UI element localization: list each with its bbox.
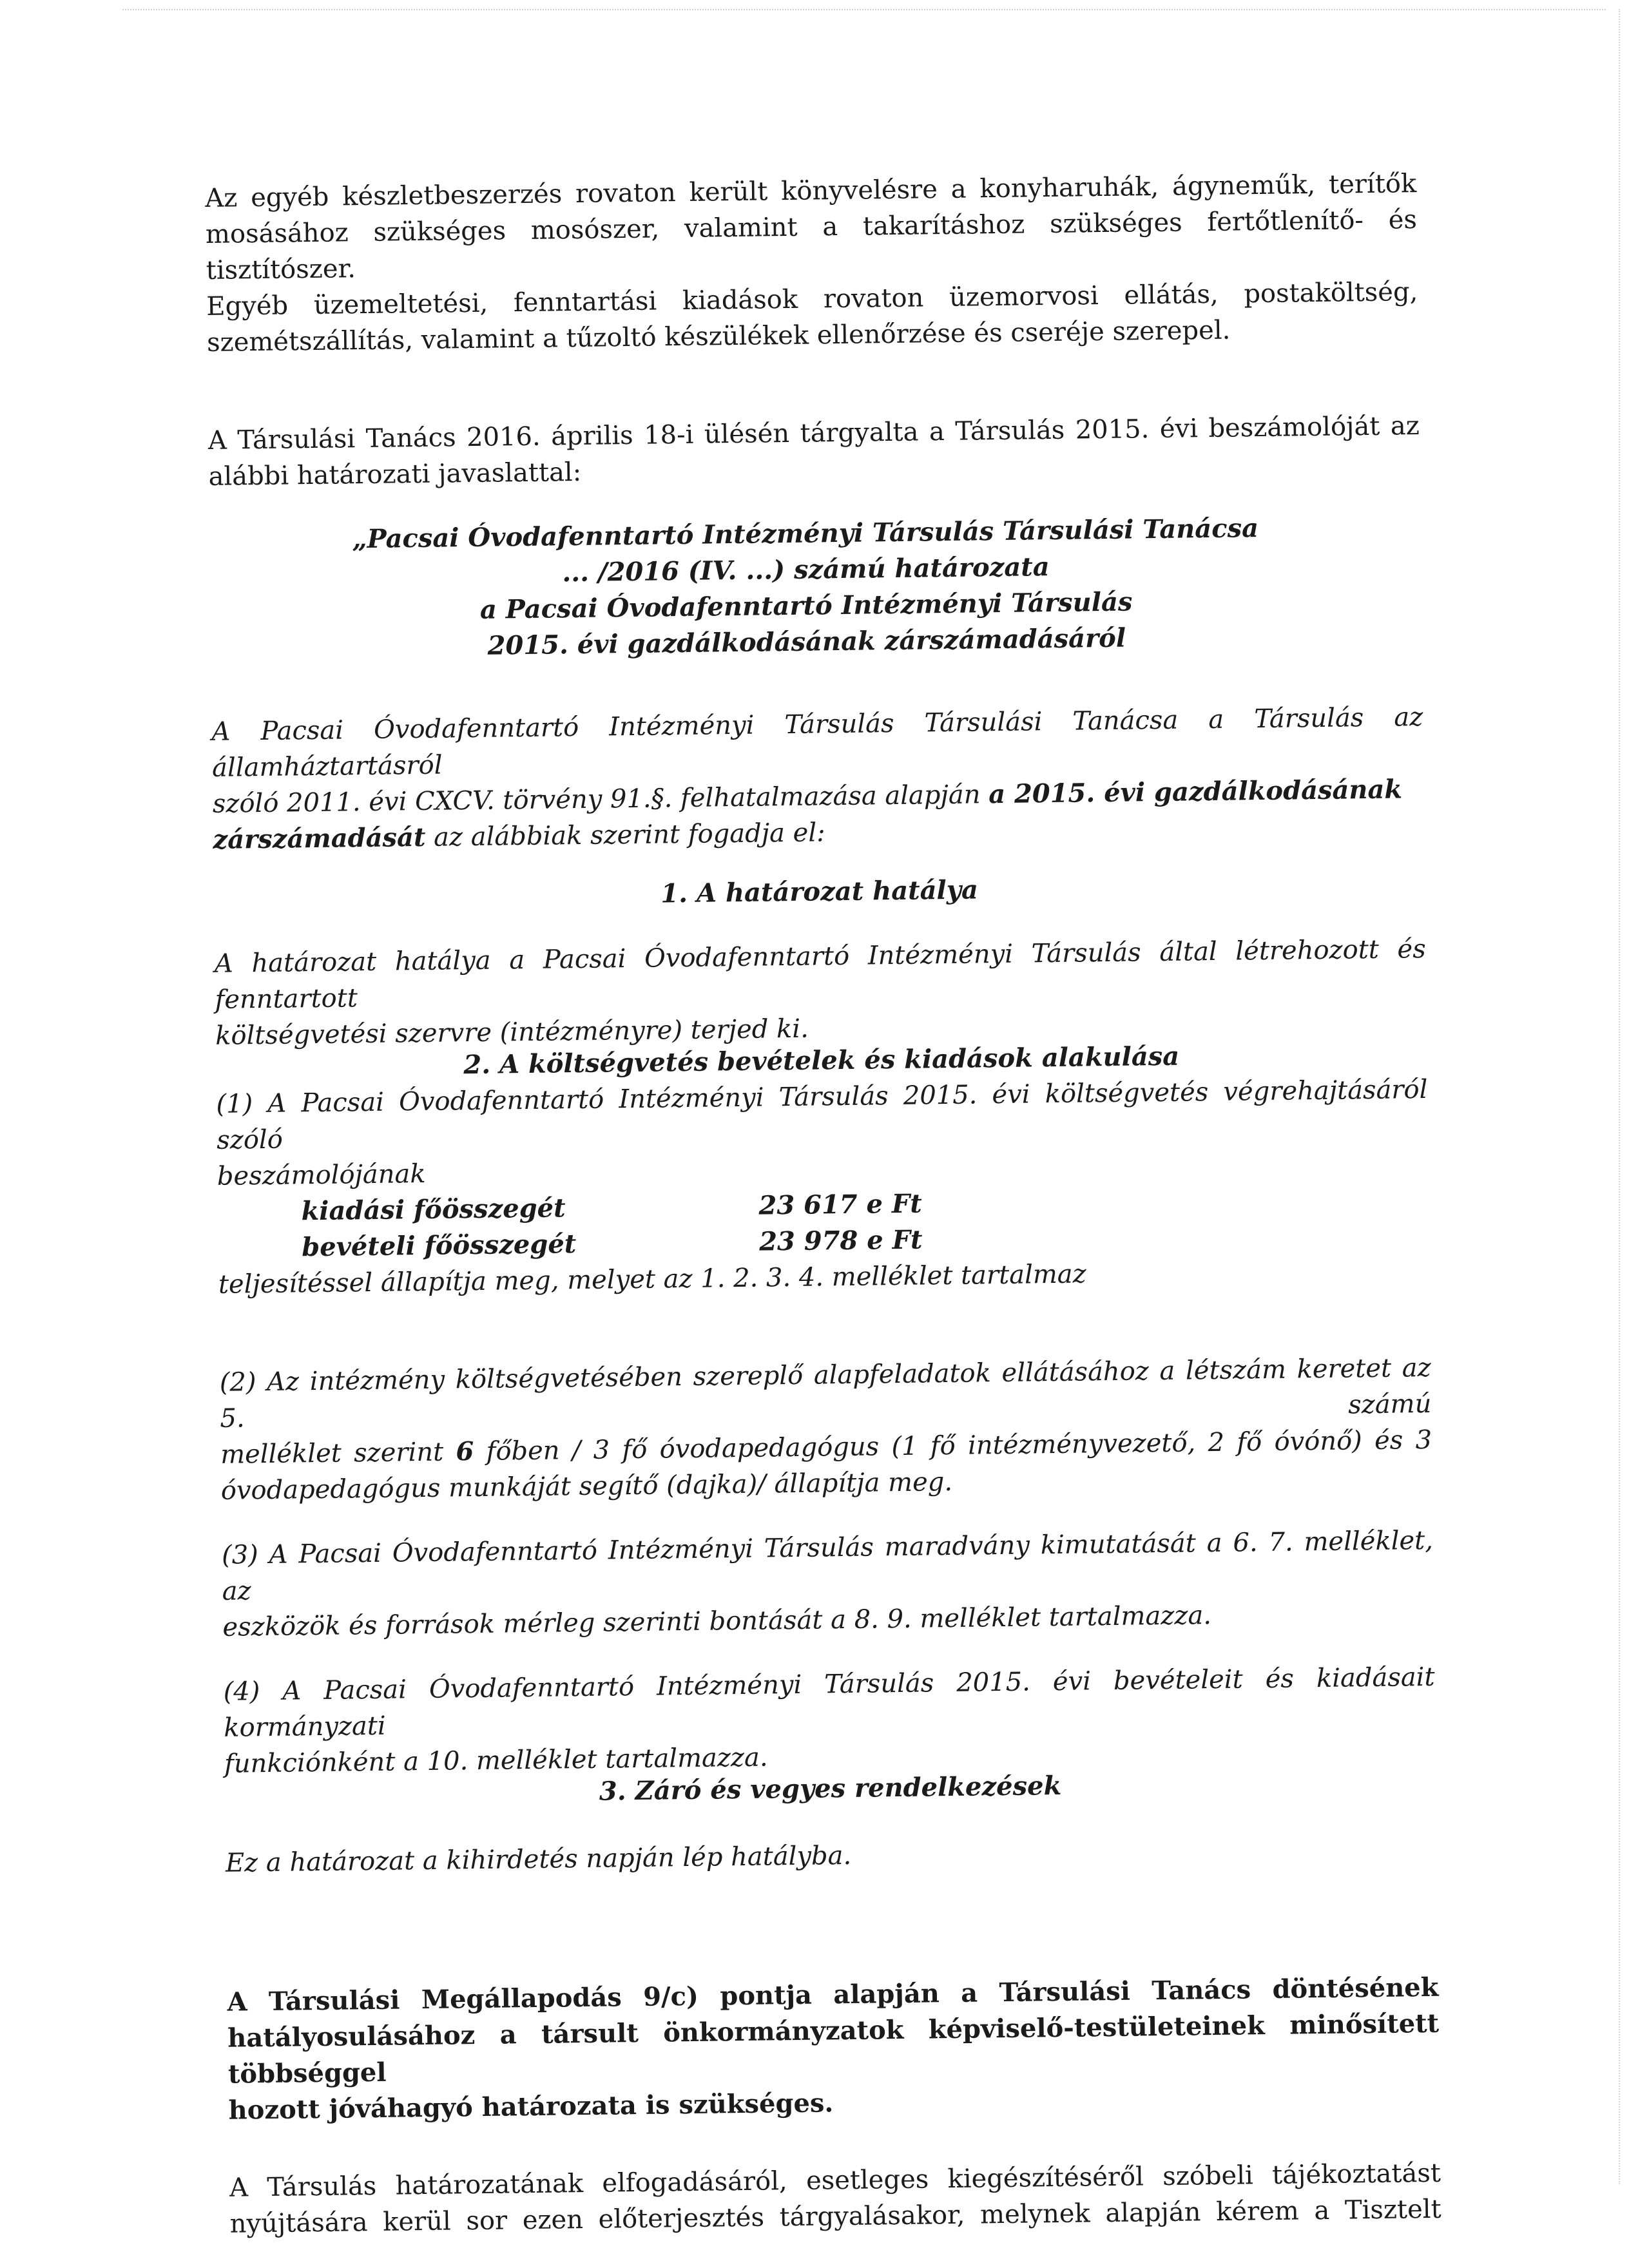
paragraph-line: A határozat hatálya a Pacsai Óvodafenntartó Intézményi Társulás által létrehozott és fenntartott: [214, 934, 1426, 1015]
intro-emphasis: zárszámadását: [213, 822, 426, 855]
document-body: [205, 166, 1441, 2242]
paragraph-line: A Társulás határozatának elfogadásáról, esetleges kiegészítéséről szóbeli tájékoztatást: [229, 2158, 1441, 2203]
paragraph-line: Az egyéb készletbeszerzés rovaton került könyvelésre a konyharuhák, ágyneműk, terítők: [205, 169, 1417, 213]
paragraph-line: (4) A Pacsai Óvodafenntartó Intézményi Társulás 2015. évi bevételeit és kiadásait kormányzati: [223, 1662, 1435, 1743]
paragraph-line: (2) Az intézmény költségvetésében szereplő alapfeladatok ellátásához a létszám keretet az 5. számú: [219, 1352, 1432, 1434]
section-heading: 1. A határozat hatálya: [660, 874, 979, 909]
title-line: „Pacsai Óvodafenntartó Intézményi Társulás Társulási Tanácsa: [352, 513, 1259, 555]
section-heading: 3. Záró és vegyes rendelkezések: [599, 1770, 1062, 1807]
paragraph-line: eszközök és források mérleg szerinti bontását a 8. 9. melléklet tartalmazza.: [222, 1600, 1212, 1642]
bold-paragraph-line: hozott jóváhagyó határozata is szükséges.: [228, 2088, 834, 2126]
scan-border-top: [122, 9, 1606, 10]
para-text: melléklet szerint: [220, 1437, 456, 1470]
paragraph-line: nyújtására kerül sor ezen előterjesztés tárgyalásakor, melynek alapján kérem a Tisztelt: [229, 2194, 1441, 2239]
paragraph-line: funkciónként a 10. melléklet tartalmazza.: [224, 1742, 768, 1779]
para-emphasis: 6: [456, 1436, 474, 1467]
paragraph-line: teljesítéssel állapítja meg, melyet az 1. 2. 3. 4. melléklet tartalmaz: [218, 1259, 1086, 1300]
paragraph-line: óvodapedagógus munkáját segítő (dajka)/ állapítja meg.: [220, 1466, 953, 1506]
section-heading: 2. A költségvetés bevételek és kiadások alakulása: [463, 1041, 1180, 1081]
paragraph-line: költségvetési szervre (intézményre) terjed ki.: [215, 1014, 809, 1051]
intro-emphasis: a 2015. évi gazdálkodásának: [988, 774, 1403, 810]
total-label: bevételi főösszegét: [301, 1229, 577, 1263]
total-value: 23 978 e Ft: [758, 1224, 923, 1257]
paragraph-line: alábbi határozati javaslattal:: [208, 457, 582, 492]
para-text: főben / 3 fő óvodapedagógus (1 fő intézményvezető, 2 fő óvónő) és 3: [474, 1425, 1432, 1467]
intro-line: A Pacsai Óvodafenntartó Intézményi Társulás Társulási Tanácsa a Társulás az államháztartásról: [211, 702, 1423, 783]
paragraph-line: Ez a határozat a kihirdetés napján lép hatályba.: [225, 1840, 852, 1878]
paragraph-line: szemétszállítás, valamint a tűzoltó készülékek ellenőrzése és cseréje szerepel.: [206, 315, 1231, 358]
paragraph-line: (3) A Pacsai Óvodafenntartó Intézményi Társulás maradvány kimutatását a 6. 7. melléklet, az: [221, 1525, 1434, 1606]
paragraph-line: beszámolójának: [217, 1158, 426, 1191]
resolution-title: [190, 508, 1423, 668]
title-line: a Pacsai Óvodafenntartó Intézményi Társulás: [479, 586, 1133, 625]
intro-text: az alábbiak szerint fogadja el:: [425, 818, 825, 852]
intro-text: szóló 2011. évi CXCV. törvény 91.§. felhatalmazása alapján: [212, 780, 989, 819]
bold-paragraph-line: A Társulási Megállapodás 9/c) pontja alapján a Társulási Tanács döntésének: [227, 1972, 1439, 2017]
total-label: kiadási főösszegét: [301, 1193, 566, 1227]
bold-paragraph-line: hatályosulásához a társult önkormányzatok képviselő-testületeinek minősített többséggel: [227, 2008, 1440, 2090]
paragraph-line: (1) A Pacsai Óvodafenntartó Intézményi Társulás 2015. évi költségvetés végrehajtásáról szóló: [216, 1074, 1428, 1155]
scan-border-right: [1619, 9, 1620, 2184]
title-line: ... /2016 (IV. ...) számú határozata: [561, 552, 1050, 588]
paragraph-line: mosásához szükséges mosószer, valamint a takarításhoz szükséges fertőtlenítő- és: [205, 205, 1418, 249]
total-value: 23 617 e Ft: [758, 1188, 923, 1221]
paragraph-line: A Társulási Tanács 2016. április 18-i ülésén tárgyalta a Társulás 2015. évi beszámolóját az: [207, 411, 1420, 456]
paragraph-line: Egyéb üzemeltetési, fenntartási kiadások rovaton üzemorvosi ellátás, postaköltség,: [206, 277, 1418, 322]
title-line: 2015. évi gazdálkodásának zárszámadásáról: [487, 622, 1126, 661]
paragraph-line: tisztítószer.: [206, 254, 356, 285]
